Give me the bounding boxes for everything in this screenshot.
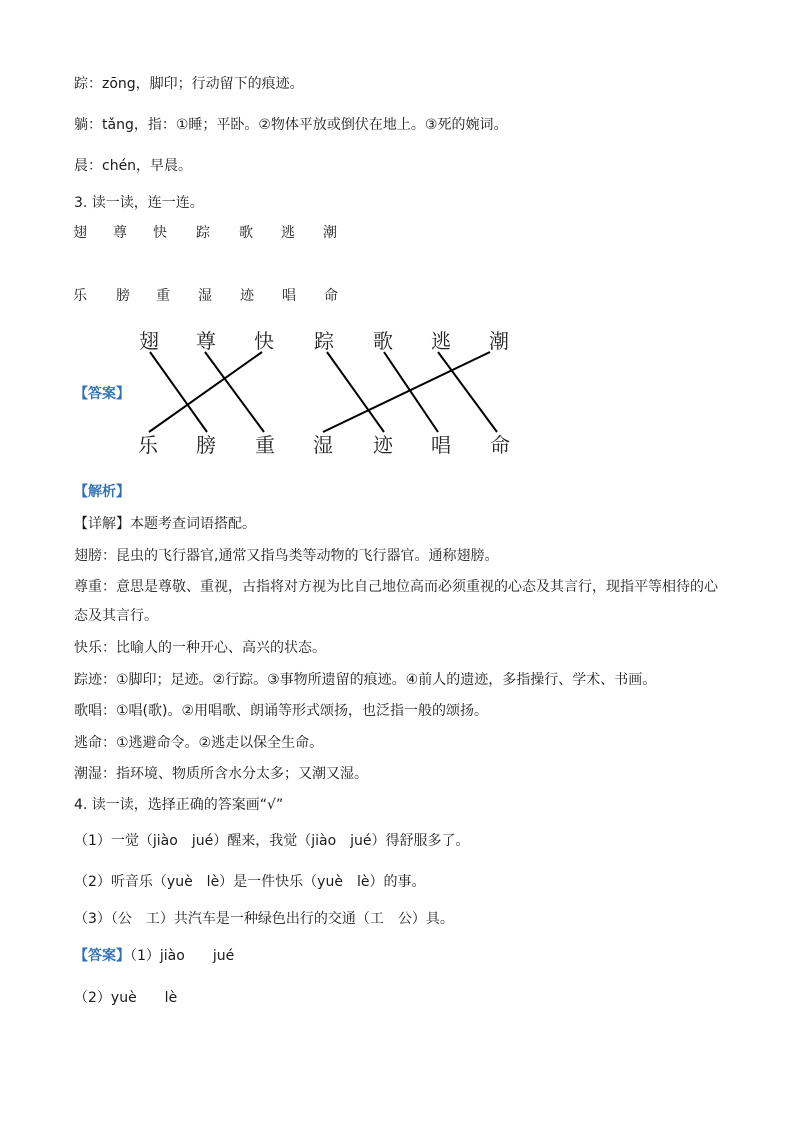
q4-item-1: （1）一觉（jiào jué）醒来，我觉（jiào jué）得舒服多了。 [74, 833, 470, 849]
top-char: 翅 [73, 225, 87, 241]
q4-title: 4. 读一读，选择正确的答案画“√” [74, 797, 284, 813]
bottom-char: 膀 [116, 288, 130, 304]
q4-answer-1: （1）jiào jué [130, 948, 235, 964]
fig-top-char: 踪 [314, 329, 334, 353]
exp-chibang: 翅膀：昆虫的飞行器官,通常又指鸟类等动物的飞行器官。通称翅膀。 [74, 548, 499, 564]
exp-chaoshi: 潮湿：指环境、物质所含水分太多；又潮又湿。 [74, 766, 368, 782]
top-char: 逃 [281, 225, 295, 241]
match-line [205, 352, 264, 432]
fig-bottom-char: 命 [490, 433, 510, 457]
bottom-char: 迹 [240, 288, 254, 304]
q4-item-2: （2）听音乐（yuè lè）是一件快乐（yuè lè）的事。 [74, 874, 426, 890]
q4-item-3: （3）（公 工）共汽车是一种绿色出行的交通（工 公）具。 [74, 911, 454, 927]
fig-bottom-char: 湿 [313, 433, 333, 457]
fig-top-char: 翅 [139, 329, 159, 353]
fig-top-char: 快 [254, 329, 274, 353]
top-char: 歌 [239, 225, 253, 241]
bottom-char: 湿 [198, 288, 212, 304]
top-char: 快 [153, 225, 167, 241]
exp-zunzhong-2: 态及其言行。 [74, 608, 158, 624]
exp-kuaile: 快乐：比喻人的一种开心、高兴的状态。 [74, 640, 326, 656]
matching-lines [0, 0, 794, 470]
fig-bottom-char: 膀 [196, 433, 216, 457]
match-line [327, 352, 384, 432]
analysis-label: 【解析】 [74, 484, 130, 500]
match-line [150, 352, 207, 432]
top-char: 潮 [323, 225, 337, 241]
detail-text: 本题考查词语搭配。 [130, 516, 256, 532]
exp-taoming: 逃命：①逃避命令。②逃走以保全生命。 [74, 735, 324, 751]
match-line [323, 352, 490, 432]
def-zong: 踪：zōng，脚印；行动留下的痕迹。 [74, 76, 304, 92]
fig-bottom-char: 唱 [431, 433, 451, 457]
exp-gechang: 歌唱：①唱(歌)。②用唱歌、朗诵等形式颂扬，也泛指一般的颂扬。 [74, 703, 489, 719]
bottom-char: 唱 [282, 288, 296, 304]
q4-answer-label: 【答案】 [74, 948, 130, 964]
fig-top-char: 尊 [196, 329, 216, 353]
bottom-char: 命 [324, 288, 338, 304]
fig-top-char: 潮 [489, 329, 509, 353]
fig-top-char: 歌 [373, 329, 393, 353]
q3-answer-label: 【答案】 [74, 386, 130, 402]
top-char: 尊 [113, 225, 127, 241]
fig-bottom-char: 重 [255, 433, 275, 457]
fig-bottom-char: 乐 [138, 433, 158, 457]
match-line [438, 352, 497, 432]
fig-top-char: 逃 [431, 329, 451, 353]
exp-zunzhong-1: 尊重：意思是尊敬、重视，古指将对方视为比自己地位高而必须重视的心态及其言行，现指平等相待的心 [74, 579, 718, 595]
q4-answer-2: （2）yuè lè [74, 990, 178, 1006]
exp-zongji: 踪迹：①脚印；足迹。②行踪。③事物所遗留的痕迹。④前人的遗迹，多指操行、学术、书画。 [74, 672, 657, 688]
bottom-char: 乐 [73, 288, 87, 304]
match-line [149, 352, 262, 432]
q3-title: 3. 读一读，连一连。 [74, 195, 204, 211]
bottom-char: 重 [156, 288, 170, 304]
fig-bottom-char: 迹 [373, 433, 393, 457]
q4-answer-line-1 [74, 946, 234, 966]
match-line [384, 352, 438, 432]
detail-line [74, 514, 256, 534]
def-tang: 躺：tǎng，指：①睡；平卧。②物体平放或倒伏在地上。③死的婉词。 [74, 117, 508, 133]
top-char: 踪 [196, 225, 210, 241]
def-chen: 晨：chén，早晨。 [74, 158, 193, 174]
detail-label: 【详解】 [74, 516, 130, 532]
